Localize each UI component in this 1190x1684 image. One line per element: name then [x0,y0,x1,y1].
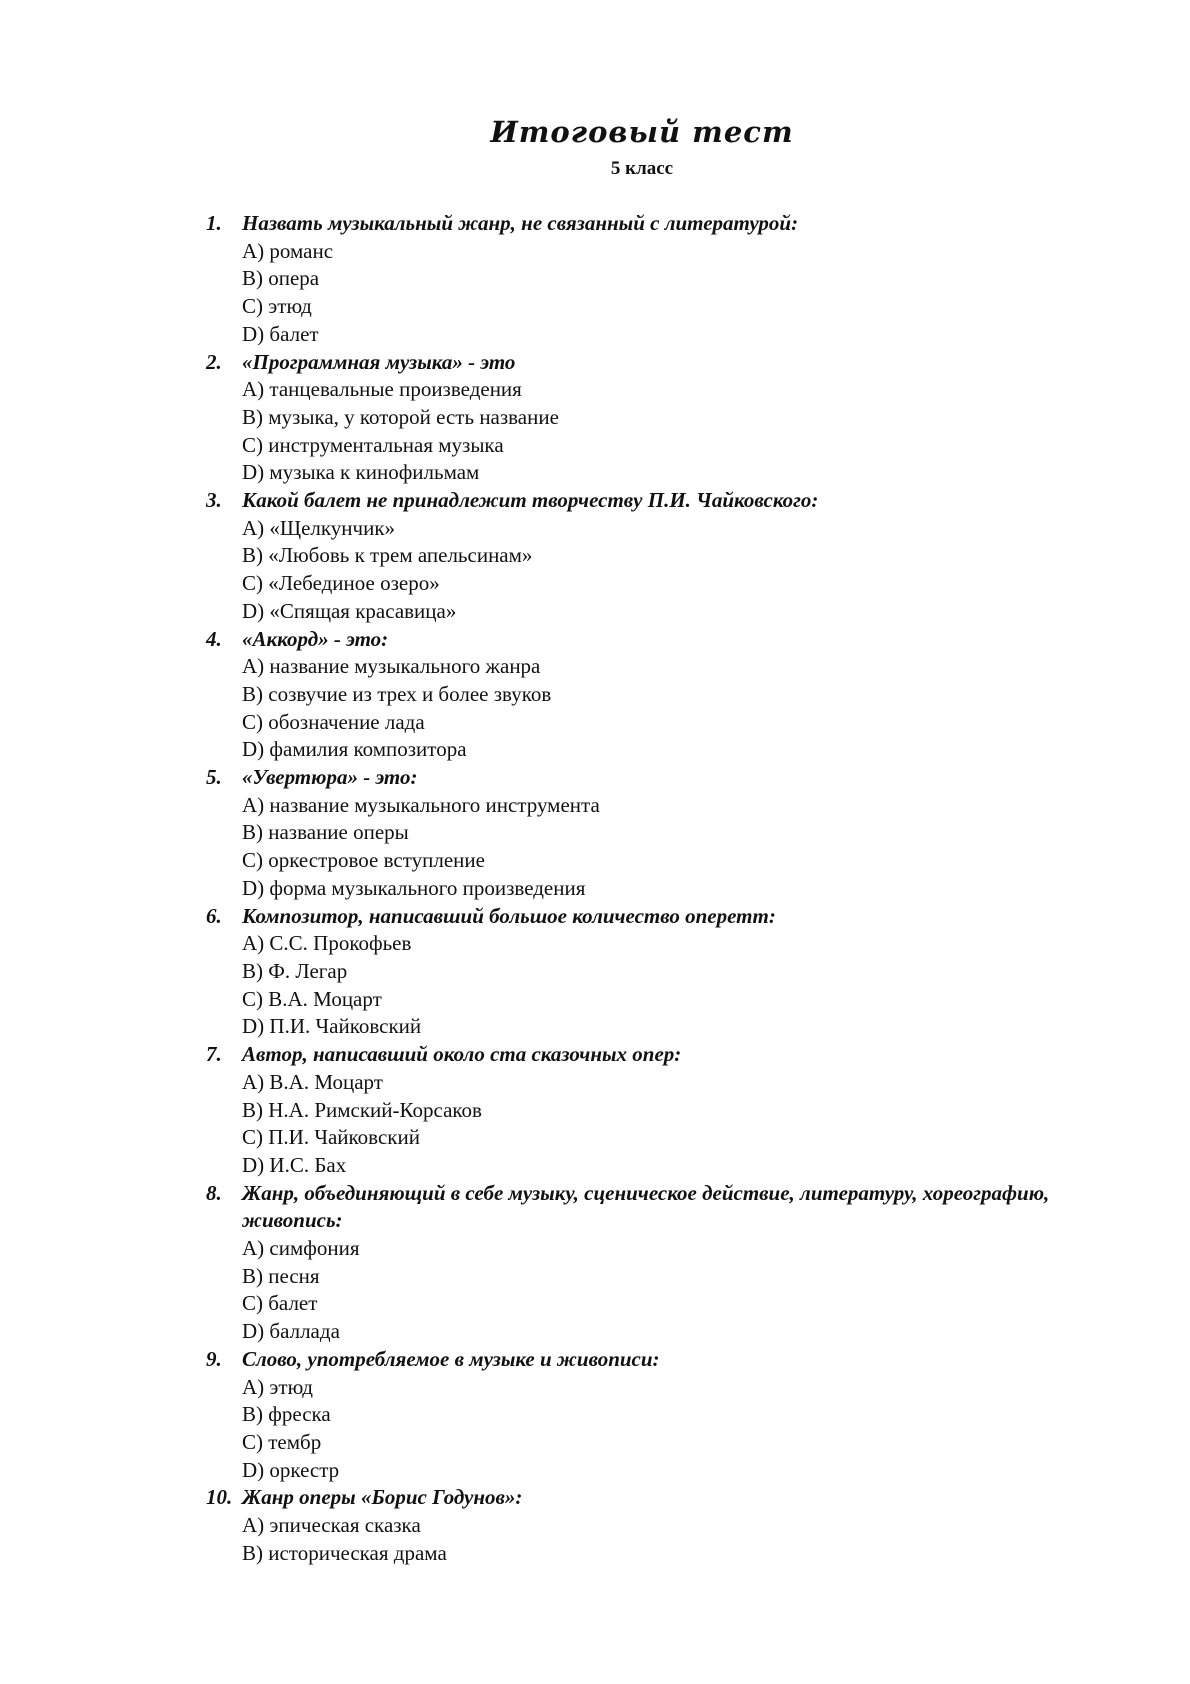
answer-option: D) баллада [242,1319,340,1344]
question-heading [206,1484,1086,1512]
question-text: «Программная музыка» - это [242,349,516,374]
answer-options [206,1235,1086,1346]
answer-option: B) Н.А. Римский-Корсаков [242,1097,482,1122]
answer-option: B) историческая драма [242,1540,447,1565]
question-heading [206,349,1086,377]
answer-option: D) музыка к кинофильмам [242,460,480,485]
question-heading [206,1180,1086,1235]
answer-option: B) название оперы [242,820,409,845]
answer-option: A) эпическая сказка [242,1513,421,1538]
answer-option: D) оркестр [242,1457,340,1482]
answer-option: A) В.А. Моцарт [242,1069,383,1094]
answer-option: B) фреска [242,1402,331,1427]
answer-option: B) опера [242,266,320,291]
answer-option: A) название музыкального инструмента [242,792,600,817]
question-number: 5. [206,765,222,790]
answer-options [206,653,1086,764]
question-text: Назвать музыкальный жанр, не связанный с литературой: [242,211,799,235]
answer-option: D) П.И. Чайковский [242,1014,422,1039]
answer-options [206,515,1086,626]
answer-option: A) этюд [242,1374,313,1399]
answer-options [206,1512,1086,1567]
answer-option: A) название музыкального жанра [242,654,541,679]
answer-option: B) Ф. Легар [242,958,348,983]
answer-option: C) тембр [242,1429,322,1454]
question-item [206,487,1086,626]
question-text: «Увертюра» - это: [242,765,418,790]
answer-options [206,238,1086,349]
question-heading [206,626,1086,654]
answer-option: C) оркестровое вступление [242,848,485,873]
answer-option: C) этюд [242,294,312,319]
answer-option: D) фамилия композитора [242,737,467,762]
answer-options [206,376,1086,487]
question-number: 1. [206,211,222,235]
question-text: Автор, написавший около ста сказочных опер: [242,1042,682,1067]
answer-option: A) романс [242,238,334,263]
question-number: 8. [206,1180,222,1205]
answer-option: B) музыка, у которой есть название [242,404,559,429]
question-item [206,903,1086,1042]
answer-option: C) обозначение лада [242,709,425,734]
answer-option: A) «Щелкунчик» [242,515,396,540]
question-number: 6. [206,903,222,928]
question-text: Слово, употребляемое в музыке и живописи: [242,1346,660,1371]
question-number: 7. [206,1042,222,1067]
question-item [206,1041,1086,1180]
answer-options [206,792,1086,903]
question-text: Композитор, написавший большое количество оперетт: [242,903,776,928]
answer-option: C) инструментальная музыка [242,432,504,457]
question-number: 3. [206,488,222,513]
answer-option: A) танцевальные произведения [242,377,522,402]
question-item [206,1180,1086,1346]
question-heading [206,1346,1086,1374]
question-item [206,210,1086,349]
question-item [206,764,1086,903]
answer-option: C) П.И. Чайковский [242,1125,420,1150]
answer-option: D) балет [242,321,319,346]
answer-option: C) «Лебединое озеро» [242,571,440,596]
answer-option: A) симфония [242,1236,360,1261]
answer-option: B) песня [242,1263,320,1288]
question-number: 4. [206,626,222,651]
answer-option: A) С.С. Прокофьев [242,931,412,956]
question-number: 9. [206,1346,222,1371]
answer-options [206,930,1086,1041]
question-item [206,1484,1086,1567]
page-subtitle: 5 класс [610,158,674,179]
question-heading [206,903,1086,931]
question-item [206,1346,1086,1485]
answer-option: D) И.С. Бах [242,1152,347,1177]
question-number: 10. [206,1485,233,1510]
page-title: Итоговый тест [490,115,794,149]
answer-option: B) созвучие из трех и более звуков [242,681,552,706]
question-heading [206,764,1086,792]
question-heading [206,210,1086,238]
answer-option: C) В.А. Моцарт [242,986,382,1011]
answer-options [206,1374,1086,1485]
question-heading [206,487,1086,515]
answer-option: C) балет [242,1291,318,1316]
answer-option: D) «Спящая красавица» [242,598,457,623]
answer-option: B) «Любовь к трем апельсинам» [242,543,533,568]
answer-options [206,1069,1086,1180]
question-item [206,349,1086,488]
question-text: «Аккорд» - это: [242,626,389,651]
question-text: Жанр оперы «Борис Годунов»: [242,1485,523,1510]
question-list [206,210,1086,1567]
answer-option: D) форма музыкального произведения [242,875,586,900]
question-item [206,626,1086,765]
question-heading [206,1041,1086,1069]
question-text: Какой балет не принадлежит творчеству П.И. Чайковского: [242,488,819,513]
question-text: Жанр, объединяющий в себе музыку, сценическое действие, литературу, хореографию, живопись: [242,1180,1050,1233]
question-number: 2. [206,349,222,374]
